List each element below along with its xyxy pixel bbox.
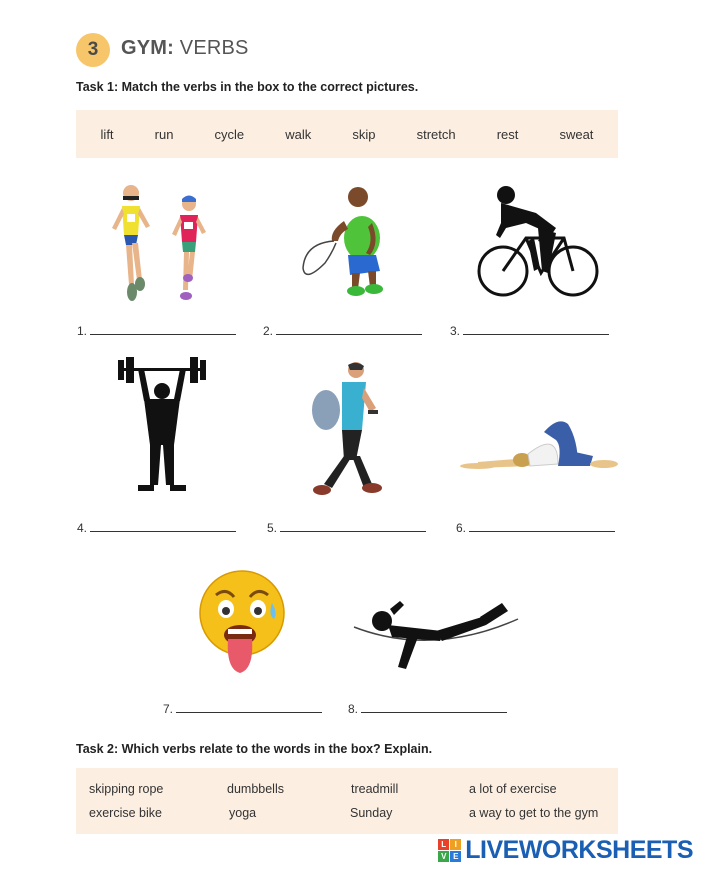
mark-letter: L xyxy=(438,839,449,850)
answer-blank-5[interactable] xyxy=(267,521,426,535)
blank-number: 1. xyxy=(77,324,88,338)
answer-blank-4[interactable] xyxy=(77,521,236,535)
answer-blank-2[interactable] xyxy=(263,324,422,338)
blank-number: 3. xyxy=(450,324,461,338)
blank-number: 4. xyxy=(77,521,88,535)
sweating-emoji-image xyxy=(196,569,288,677)
page-title xyxy=(121,37,249,60)
answer-blank-1[interactable] xyxy=(77,324,236,338)
answer-blank-8[interactable] xyxy=(348,702,507,716)
yoga-stretch-image xyxy=(458,410,622,474)
weightlifter-image xyxy=(116,355,208,497)
blank-number: 8. xyxy=(348,702,359,716)
answer-blank-6[interactable] xyxy=(456,521,615,535)
blank-number: 6. xyxy=(456,521,467,535)
word-way-to-gym: a way to get to the gym xyxy=(469,806,599,820)
mark-letter: I xyxy=(450,839,461,850)
word-run: run xyxy=(154,126,174,142)
answer-blank-3[interactable] xyxy=(450,324,609,338)
word-lift: lift xyxy=(100,126,114,142)
title-rest: VERBS xyxy=(174,37,249,59)
brand-name: LIVEWORKSHEETS xyxy=(465,836,693,864)
liveworksheets-mark-icon xyxy=(438,839,461,862)
cyclist-image xyxy=(476,183,601,301)
task1-instruction: Task 1: Match the verbs in the box to the correct pictures. xyxy=(76,80,419,94)
skipping-image xyxy=(300,183,395,298)
word-exercise-bike: exercise bike xyxy=(89,806,162,820)
word-rest: rest xyxy=(496,126,519,142)
word-stretch: stretch xyxy=(416,126,456,142)
walker-image xyxy=(306,360,388,500)
word-sunday: Sunday xyxy=(350,806,393,820)
task2-instruction: Task 2: Which verbs relate to the words in the box? Explain. xyxy=(76,742,433,756)
word-cycle: cycle xyxy=(214,126,245,142)
blank-number: 2. xyxy=(263,324,274,338)
resting-hammock-image xyxy=(352,597,520,681)
word-skipping-rope: skipping rope xyxy=(89,782,164,796)
word-yoga: yoga xyxy=(229,806,257,820)
word-sweat: sweat xyxy=(559,126,594,142)
word-treadmill: treadmill xyxy=(351,782,399,796)
mark-letter: V xyxy=(438,851,449,862)
title-bold: GYM: xyxy=(121,37,175,59)
mark-letter: E xyxy=(450,851,461,862)
word-skip: skip xyxy=(352,126,376,142)
verb-word-box xyxy=(76,110,618,158)
blank-number: 5. xyxy=(267,521,278,535)
word-walk: walk xyxy=(285,126,312,142)
answer-blank-7[interactable] xyxy=(163,702,322,716)
word-a-lot-of-exercise: a lot of exercise xyxy=(469,782,557,796)
blank-number: 7. xyxy=(163,702,174,716)
task2-word-box xyxy=(76,768,618,834)
unit-number-badge: 3 xyxy=(76,33,110,67)
word-dumbbells: dumbbells xyxy=(227,782,284,796)
liveworksheets-logo[interactable] xyxy=(438,836,693,865)
runners-image xyxy=(104,180,214,305)
